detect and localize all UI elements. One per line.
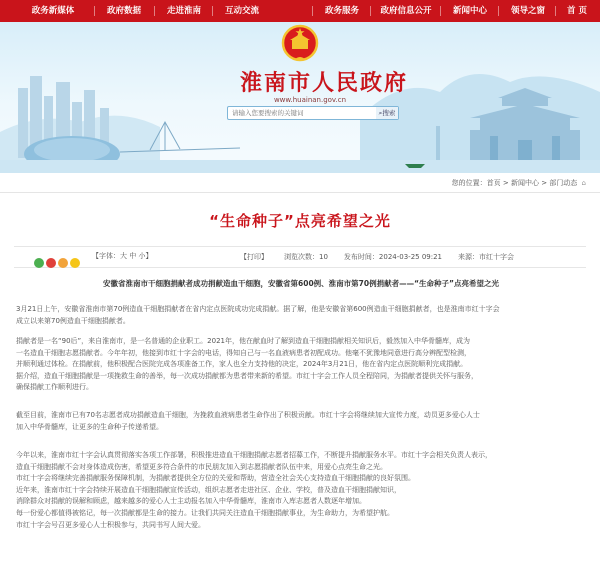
nav-item-about-city[interactable]: 走进淮南 xyxy=(166,6,201,16)
breadcrumb-item-dept[interactable]: 部门动态 xyxy=(549,179,578,187)
article-paragraph-2 xyxy=(16,336,584,394)
nav-item-services[interactable]: 政务服务 xyxy=(324,6,359,16)
nav-item-interaction[interactable]: 互动交流 xyxy=(224,6,259,16)
paragraph-line: 成立以来第70例造血干细胞捐献者。 xyxy=(16,316,130,325)
site-url: www.huainan.gov.cn xyxy=(273,96,347,104)
nav-separator xyxy=(312,6,313,16)
search-button-label: 搜索 xyxy=(382,109,396,117)
paragraph-line: 捐献者是一名“90后”，来自淮南市，是一名普通的企业职工。2021年，他在献血时了解到造血干细胞捐献相关知识后，毅然加入中华骨髓库，成为 xyxy=(16,337,470,345)
nav-item-new-media[interactable]: 政务新媒体 xyxy=(31,6,75,16)
breadcrumb-item-home[interactable]: 首页 xyxy=(486,179,501,187)
nav-separator xyxy=(370,6,371,16)
article-paragraph-3 xyxy=(16,410,584,433)
paragraph-line: 造血干细胞捐献不会对身体造成伤害，希望更多符合条件的市民朋友加入到志愿捐献者队伍中来，用爱心点亮生命之光。 xyxy=(16,462,387,471)
nav-separator xyxy=(498,6,499,16)
paragraph-line: 一名造血干细胞志愿捐献者。今年年初，他接到市红十字会的电话，得知自己与一名血液病患者初配成功。他毫不犹豫地同意进行高分辨配型检测， xyxy=(16,348,471,357)
breadcrumb xyxy=(452,178,586,188)
article-title: “生命种子”点亮希望之光 xyxy=(209,212,391,230)
nav-item-news[interactable]: 新闻中心 xyxy=(452,6,487,16)
qq-icon[interactable] xyxy=(58,258,68,268)
search-box xyxy=(227,106,399,120)
article-meta-info xyxy=(224,252,514,262)
nav-item-gov-info[interactable]: 政府信息公开 xyxy=(380,6,432,16)
print-link[interactable]: 【打印】 xyxy=(240,253,268,261)
nav-separator xyxy=(154,6,155,16)
article-meta-bar xyxy=(14,246,586,268)
home-icon: ⌂ xyxy=(581,179,586,187)
search-button[interactable] xyxy=(376,107,398,119)
nav-separator xyxy=(440,6,441,16)
article-views: 浏览次数：10 xyxy=(284,253,328,261)
article-source: 来源：市红十字会 xyxy=(458,253,515,261)
paragraph-line: 3月21日上午，安徽省淮南市第70例造血干细胞捐献者在省内定点医院成功完成捐献。据了解，他是安徽省第600例造血干细胞捐献者，也是淮南市红十字会 xyxy=(16,305,500,313)
paragraph-line: 据介绍，造血干细胞捐献是一项挽救生命的善举，每一次成功捐献都为患者带来新的希望。市红十字会工作人员全程陪同，为捐献者提供关怀与服务， xyxy=(16,371,478,380)
paragraph-line: 市红十字会将继续完善捐献服务保障机制，为捐献者提供全方位的关爱和帮助，营造全社会关心支持造血干细胞捐献的良好氛围。 xyxy=(16,474,415,483)
search-input[interactable] xyxy=(228,107,378,119)
paragraph-line: 截至目前，淮南市已有70名志愿者成功捐献造血干细胞，为挽救血液病患者生命作出了积极贡献。市红十字会将继续加大宣传力度，动员更多爱心人士 xyxy=(16,411,480,419)
nav-separator xyxy=(212,6,213,16)
article-lead: 安徽省淮南市干细胞捐献者成功捐献造血干细胞，安徽省第600例、淮南市第70例捐献者——“生命种子”点亮希望之光 xyxy=(103,279,499,288)
qzone-icon[interactable] xyxy=(70,258,80,268)
paragraph-line: 每一份爱心都值得被铭记，每一次捐献都是生命的接力。让我们共同关注造血干细胞捐献事业，为生命助力，为希望护航。 xyxy=(16,508,394,517)
paragraph-line: 加入中华骨髓库，让更多的生命种子传递希望。 xyxy=(16,422,163,431)
breadcrumb-separator: > xyxy=(500,179,511,187)
nav-item-leaders[interactable]: 领导之窗 xyxy=(510,6,545,16)
paragraph-line: 消除群众对捐献的误解和顾虑，越来越多的爱心人士主动报名加入中华骨髓库，淮南市入库志愿者人数逐年增加。 xyxy=(16,497,366,506)
wechat-icon[interactable] xyxy=(34,258,44,268)
share-buttons xyxy=(34,252,82,264)
site-title: 淮南市人民政府 xyxy=(239,70,408,96)
breadcrumb-item-news[interactable]: 新闻中心 xyxy=(510,179,539,187)
nav-item-gov-data[interactable]: 政府数据 xyxy=(106,6,141,16)
breadcrumb-prefix: 您的位置： xyxy=(451,179,487,187)
breadcrumb-bar xyxy=(0,173,600,193)
breadcrumb-separator: > xyxy=(538,179,550,187)
search-icon: ⌕ xyxy=(378,109,383,117)
paragraph-line: 近年来，淮南市红十字会持续开展造血干细胞捐献宣传活动，组织志愿者走进社区、企业、学校，普及造血干细胞捐献知识， xyxy=(16,485,401,494)
font-size-control[interactable]: 【字体：大 中 小】 xyxy=(92,252,153,260)
header-banner xyxy=(0,22,600,173)
paragraph-line: 并顺利通过体检。在捐献前，他积极配合医院完成各项准备工作，家人也全力支持他的决定，2024年3月21日，他在省内定点医院顺利完成捐献。 xyxy=(16,360,468,369)
paragraph-line: 确保捐献工作顺利进行。 xyxy=(16,383,93,392)
nav-item-home[interactable]: 首 页 xyxy=(567,6,587,16)
article-paragraph-1 xyxy=(16,304,584,327)
paragraph-line: 今年以来，淮南市红十字会认真贯彻落实各项工作部署，积极推进造血干细胞捐献志愿者招募工作，不断提升捐献服务水平。市红十字会相关负责人表示， xyxy=(16,451,492,459)
nav-separator xyxy=(94,6,95,16)
weibo-icon[interactable] xyxy=(46,258,56,268)
paragraph-line: 市红十字会号召更多爱心人士积极参与，共同书写人间大爱。 xyxy=(16,520,205,529)
article-paragraph-4 xyxy=(16,450,584,531)
national-emblem-icon xyxy=(281,24,319,64)
nav-separator xyxy=(555,6,556,16)
article-date: 发布时间：2024-03-25 09:21 xyxy=(343,253,443,261)
top-nav xyxy=(0,0,600,22)
